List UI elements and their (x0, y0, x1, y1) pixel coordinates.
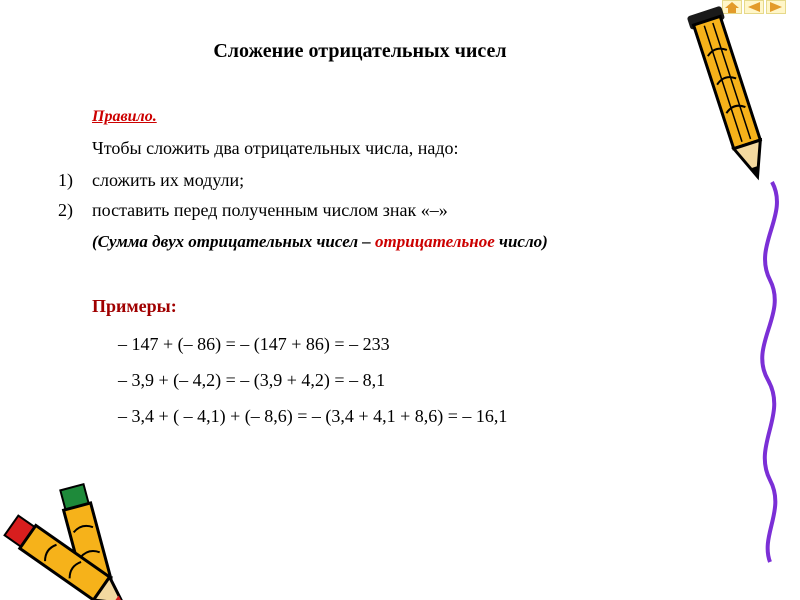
step-text: сложить их модули; (92, 170, 245, 190)
note-text: число) (494, 232, 548, 251)
crayon-icon (3, 514, 130, 600)
example-line: – 3,4 + ( – 4,1) + (– 8,6) = – (3,4 + 4,1 + 8,6) = – 16,1 (118, 406, 508, 426)
forward-button[interactable] (766, 0, 786, 14)
example-line: – 3,9 + (– 4,2) = – (3,9 + 4,2) = – 8,1 (118, 370, 386, 390)
step-number: 1) (58, 170, 73, 190)
step-text: поставить перед полученным числом знак «–» (92, 200, 448, 220)
rule-label: Правило. (92, 108, 157, 125)
note-text: (Сумма двух отрицательных чисел – (92, 232, 376, 251)
rule-intro: Чтобы сложить два отрицательных числа, надо: (92, 138, 459, 158)
slide-navigation (722, 0, 786, 14)
note-accent-word: отрицательное (375, 232, 495, 251)
back-button[interactable] (744, 0, 764, 14)
home-icon (725, 2, 739, 13)
arrow-left-icon (748, 2, 760, 12)
home-button[interactable] (722, 0, 742, 14)
slide-title: Сложение отрицательных чисел (213, 40, 507, 62)
squiggle-line (762, 182, 777, 562)
step-number: 2) (58, 200, 73, 220)
arrow-right-icon (770, 2, 782, 12)
example-line: – 147 + (– 86) = – (147 + 86) = – 233 (118, 334, 390, 354)
examples-heading: Примеры: (92, 296, 177, 316)
rule-note (92, 232, 548, 252)
pencil-icon (687, 6, 775, 183)
crayon-icon (58, 484, 117, 600)
